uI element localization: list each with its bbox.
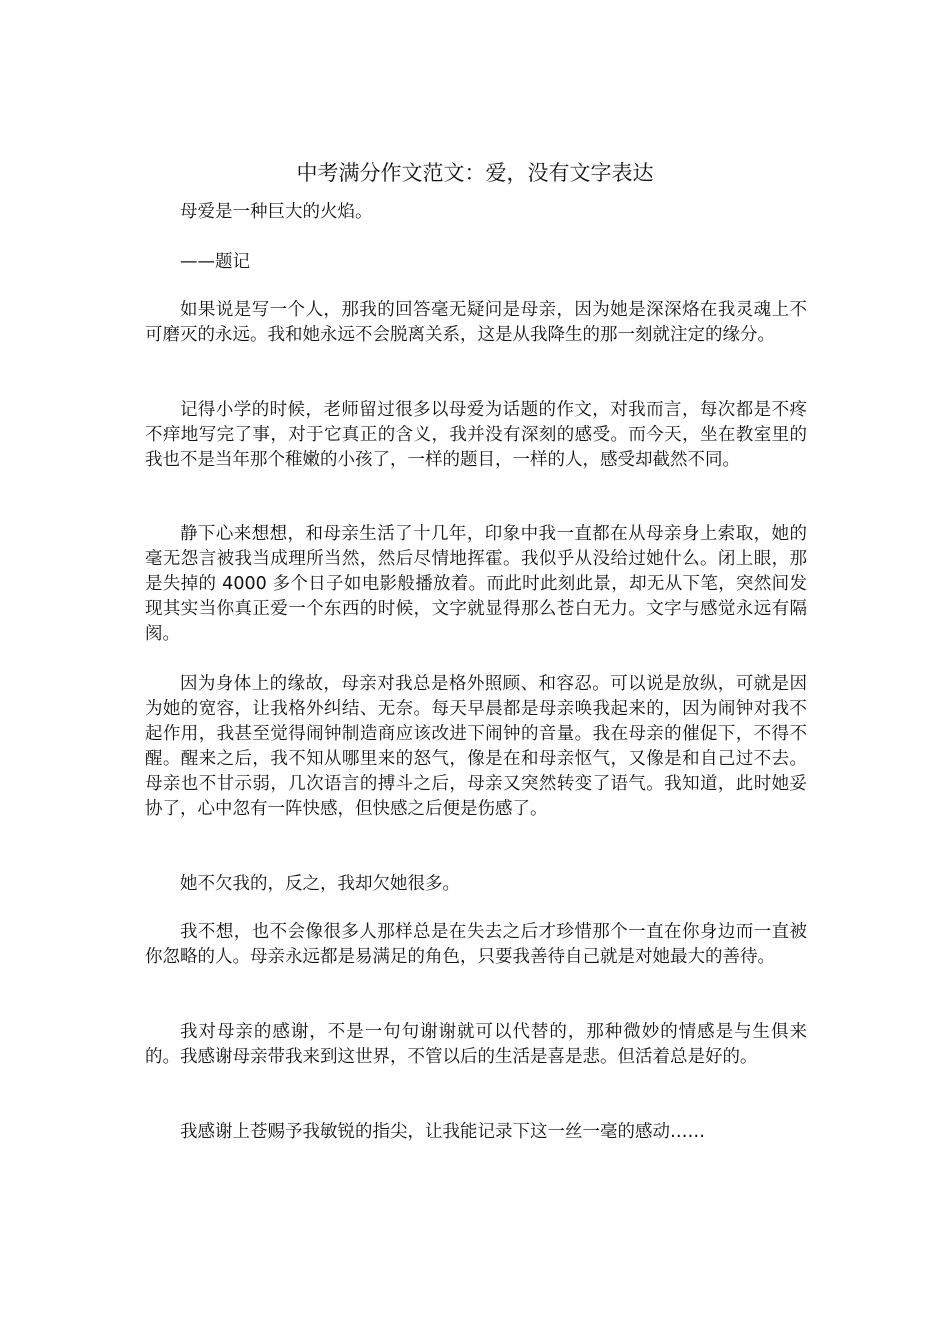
paragraph-5: 她不欠我的，反之，我却欠她很多。: [180, 874, 460, 894]
paragraph-1: 如果说是写一个人，那我的回答毫无疑问是母亲，因为她是深深烙在我灵魂上不可磨灭的永远。我和她永远不会脱离关系，这是从我降生的那一刻就注定的缘分。: [145, 300, 807, 345]
document-title: 中考满分作文范文：爱，没有文字表达: [296, 161, 654, 185]
paragraph-7: 我对母亲的感谢，不是一句句谢谢就可以代替的，那种微妙的情感是与生俱来的。我感谢母亲带我来到这世界，不管以后的生活是喜是悲。但活着总是好的。: [145, 1022, 807, 1067]
epigraph-attribution: ——题记: [180, 252, 250, 272]
epigraph: 母爱是一种巨大的火焰。: [180, 202, 373, 222]
paragraph-8: 我感谢上苍赐予我敏锐的指尖，让我能记录下这一丝一毫的感动……: [180, 1122, 705, 1142]
paragraph-4: 因为身体上的缘故，母亲对我总是格外照顾、和容忍。可以说是放纵，可就是因为她的宽容，让我格外纠结、无奈。每天早晨都是母亲唤我起来的，因为闹钟对我不起作用，我甚至觉得闹钟制造商应该改进下闹钟的音量。我在母亲的催促下，不得不醒。醒来之后，我不知从哪里来的怒气，像是在和母亲怄气，又像是和自己过不去。母亲也不甘示弱，几次语言的搏斗之后，母亲又突然转变了语气。我知道，此时她妥协了，心中忽有一阵快感，但快感之后便是伤感了。: [145, 674, 807, 819]
paragraph-3: 静下心来想想，和母亲生活了十几年，印象中我一直都在从母亲身上索取，她的毫无怨言被我当成理所当然，然后尽情地挥霍。我似乎从没给过她什么。闭上眼，那是失掉的 4000 多个日子如电影般播放着。而此时此刻此景，却无从下笔，突然间发现其实当你真正爱一个东西的时候，文字就显得那么苍白无力。文字与感觉永远有隔阂。: [145, 524, 807, 644]
paragraph-2: 记得小学的时候，老师留过很多以母爱为话题的作文，对我而言，每次都是不疼不痒地写完了事，对于它真正的含义，我并没有深刻的感受。而今天，坐在教室里的我也不是当年那个稚嫩的小孩了，一样的题目，一样的人，感受却截然不同。: [145, 400, 807, 470]
paragraph-6: 我不想，也不会像很多人那样总是在失去之后才珍惜那个一直在你身边而一直被你忽略的人。母亲永远都是易满足的角色，只要我善待自己就是对她最大的善待。: [145, 922, 807, 967]
